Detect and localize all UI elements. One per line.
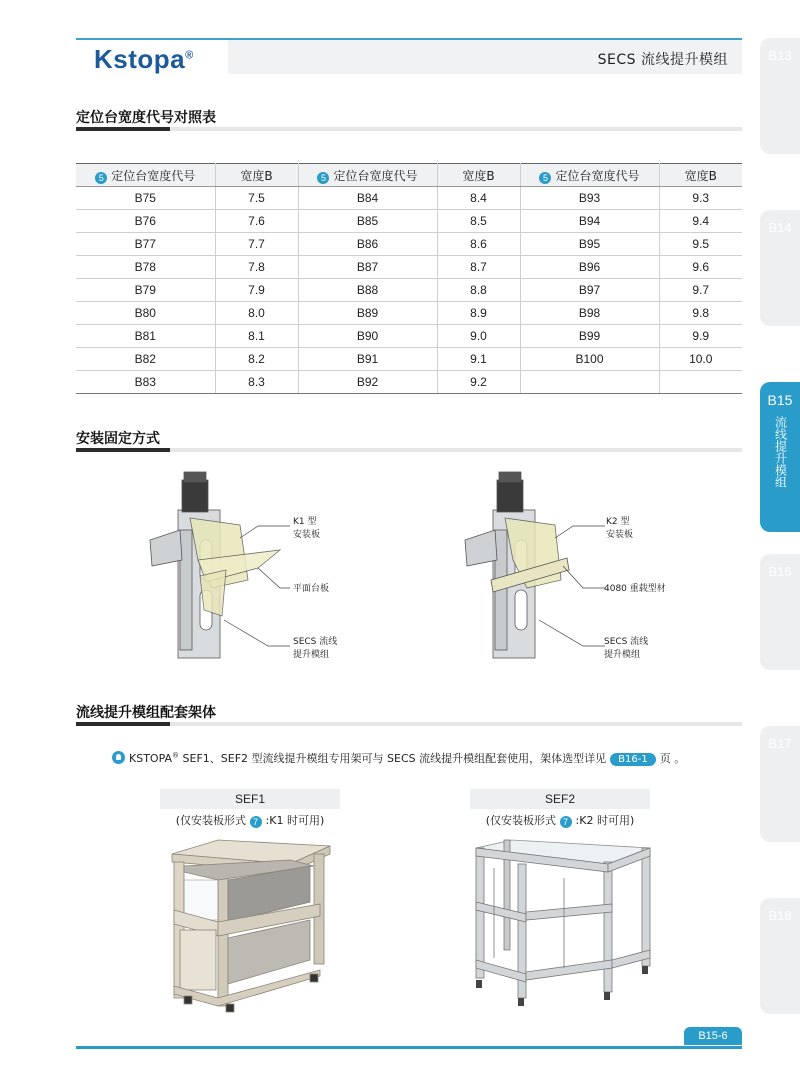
- table-cell-code: B97: [520, 279, 659, 302]
- marker-7-icon: 7: [250, 816, 262, 828]
- table-cell-code: B86: [298, 233, 437, 256]
- table-row: [76, 187, 742, 210]
- lightbulb-icon: [112, 751, 125, 764]
- table-row: [76, 325, 742, 348]
- table-cell-width: [659, 371, 742, 394]
- secs-module-label: SECS 流线 提升模组: [604, 637, 649, 660]
- header-band: [228, 38, 742, 74]
- section-rule: [76, 722, 742, 726]
- table-cell-code: B76: [76, 210, 215, 233]
- section-mounting: [76, 428, 742, 452]
- table-header: 宽度B: [215, 164, 298, 187]
- table-cell-code: B94: [520, 210, 659, 233]
- section-rule: [76, 448, 742, 452]
- table-cell-width: 9.3: [659, 187, 742, 210]
- page-number: B15-6: [684, 1027, 742, 1045]
- profile-label: 4080 重载型材: [604, 584, 666, 594]
- table-row: [76, 371, 742, 394]
- sef1-frame-image: [160, 836, 340, 1016]
- side-tab-b15[interactable]: B15 流线提升模组: [760, 382, 800, 532]
- mounting-k1-diagram: [140, 470, 390, 680]
- table-cell-width: 8.9: [437, 302, 520, 325]
- section-width-table: [76, 107, 742, 131]
- table-cell-code: B78: [76, 256, 215, 279]
- table-cell-code: B79: [76, 279, 215, 302]
- table-cell-code: B90: [298, 325, 437, 348]
- section-rule: [76, 127, 742, 131]
- section-title: 流线提升模组配套架体: [76, 705, 216, 721]
- table-row: [76, 279, 742, 302]
- table-cell-width: 8.6: [437, 233, 520, 256]
- table-cell-width: 8.2: [215, 348, 298, 371]
- table-cell-width: 9.1: [437, 348, 520, 371]
- table-cell-width: 9.7: [659, 279, 742, 302]
- header-title: SECS 流线提升模组: [597, 52, 728, 68]
- table-cell-code: B93: [520, 187, 659, 210]
- table-header: 5 定位台宽度代号: [520, 164, 659, 187]
- table-cell-code: B87: [298, 256, 437, 279]
- table-cell-width: 8.4: [437, 187, 520, 210]
- table-row: [76, 302, 742, 325]
- section-title: 安装固定方式: [76, 431, 160, 447]
- side-tab-b13[interactable]: B13: [760, 38, 800, 154]
- table-cell-width: 7.6: [215, 210, 298, 233]
- table-cell-width: 8.3: [215, 371, 298, 394]
- page-link-b16-1[interactable]: B16-1: [610, 753, 656, 766]
- marker-5-icon: 5: [95, 172, 107, 184]
- table-row: [76, 348, 742, 371]
- k1-plate-label: K1 型 安装板: [293, 517, 321, 540]
- table-cell-width: 9.8: [659, 302, 742, 325]
- table-cell-width: 10.0: [659, 348, 742, 371]
- side-tab-b15-label: 流线提升模组: [773, 416, 788, 488]
- table-cell-code: B100: [520, 348, 659, 371]
- table-cell-width: 8.5: [437, 210, 520, 233]
- table-cell-code: [520, 371, 659, 394]
- table-cell-width: 9.0: [437, 325, 520, 348]
- side-tab-b14[interactable]: B14: [760, 210, 800, 326]
- brand-logo: Kstopa®: [94, 44, 194, 74]
- sef1-subtitle: (仅安装板形式 7 :K1 时可用): [175, 814, 325, 827]
- page-header: [76, 38, 742, 74]
- width-code-table: [76, 163, 742, 394]
- table-cell-code: B91: [298, 348, 437, 371]
- table-cell-code: B85: [298, 210, 437, 233]
- marker-7-icon: 7: [560, 816, 572, 828]
- table-cell-width: 9.9: [659, 325, 742, 348]
- logo-box: [76, 38, 228, 74]
- table-cell-width: 9.6: [659, 256, 742, 279]
- secs-module-label: SECS 流线 提升模组: [293, 637, 338, 660]
- table-cell-width: 8.8: [437, 279, 520, 302]
- side-tab-b18[interactable]: B18: [760, 898, 800, 1014]
- table-row: [76, 233, 742, 256]
- side-tab-b16[interactable]: B16: [760, 554, 800, 670]
- section-frames: [76, 702, 742, 726]
- table-header: 宽度B: [437, 164, 520, 187]
- table-cell-code: B88: [298, 279, 437, 302]
- table-cell-code: B83: [76, 371, 215, 394]
- mounting-k2-diagram: [455, 470, 605, 680]
- table-cell-width: 7.8: [215, 256, 298, 279]
- table-cell-code: B99: [520, 325, 659, 348]
- table-row: [76, 210, 742, 233]
- table-cell-width: 8.0: [215, 302, 298, 325]
- footer-rule: [76, 1046, 742, 1049]
- sef2-subtitle: (仅安装板形式 7 :K2 时可用): [485, 814, 635, 827]
- section-title: 定位台宽度代号对照表: [76, 110, 216, 126]
- table-header: 5 定位台宽度代号: [298, 164, 437, 187]
- table-cell-width: 7.9: [215, 279, 298, 302]
- table-cell-width: 9.5: [659, 233, 742, 256]
- table-cell-width: 7.7: [215, 233, 298, 256]
- sef1-title: SEF1: [160, 789, 340, 809]
- table-cell-code: B95: [520, 233, 659, 256]
- side-tab-b17[interactable]: B17: [760, 726, 800, 842]
- sef2-frame-image: [468, 838, 658, 1008]
- table-row: [76, 256, 742, 279]
- sef2-title: SEF2: [470, 789, 650, 809]
- table-cell-code: B96: [520, 256, 659, 279]
- table-header: 5 定位台宽度代号: [76, 164, 215, 187]
- table-cell-code: B80: [76, 302, 215, 325]
- table-header-row: [76, 164, 742, 187]
- table-cell-width: 7.5: [215, 187, 298, 210]
- table-cell-width: 8.7: [437, 256, 520, 279]
- marker-5-icon: 5: [317, 172, 329, 184]
- flat-plate-label: 平面台板: [293, 584, 330, 594]
- table-cell-code: B84: [298, 187, 437, 210]
- table-cell-code: B92: [298, 371, 437, 394]
- table-cell-width: 9.2: [437, 371, 520, 394]
- k2-plate-label: K2 型 安装板: [606, 517, 634, 540]
- table-cell-code: B77: [76, 233, 215, 256]
- table-cell-width: 9.4: [659, 210, 742, 233]
- table-cell-code: B82: [76, 348, 215, 371]
- table-cell-width: 8.1: [215, 325, 298, 348]
- frame-note: KSTOPA® SEF1、SEF2 型流线提升模组专用架可与 SECS 流线提升模组配套使用，架体选型详见 B16-1 页 。: [112, 750, 685, 766]
- table-cell-code: B89: [298, 302, 437, 325]
- table-cell-code: B81: [76, 325, 215, 348]
- table-header: 宽度B: [659, 164, 742, 187]
- table-cell-code: B98: [520, 302, 659, 325]
- table-cell-code: B75: [76, 187, 215, 210]
- marker-5-icon: 5: [539, 172, 551, 184]
